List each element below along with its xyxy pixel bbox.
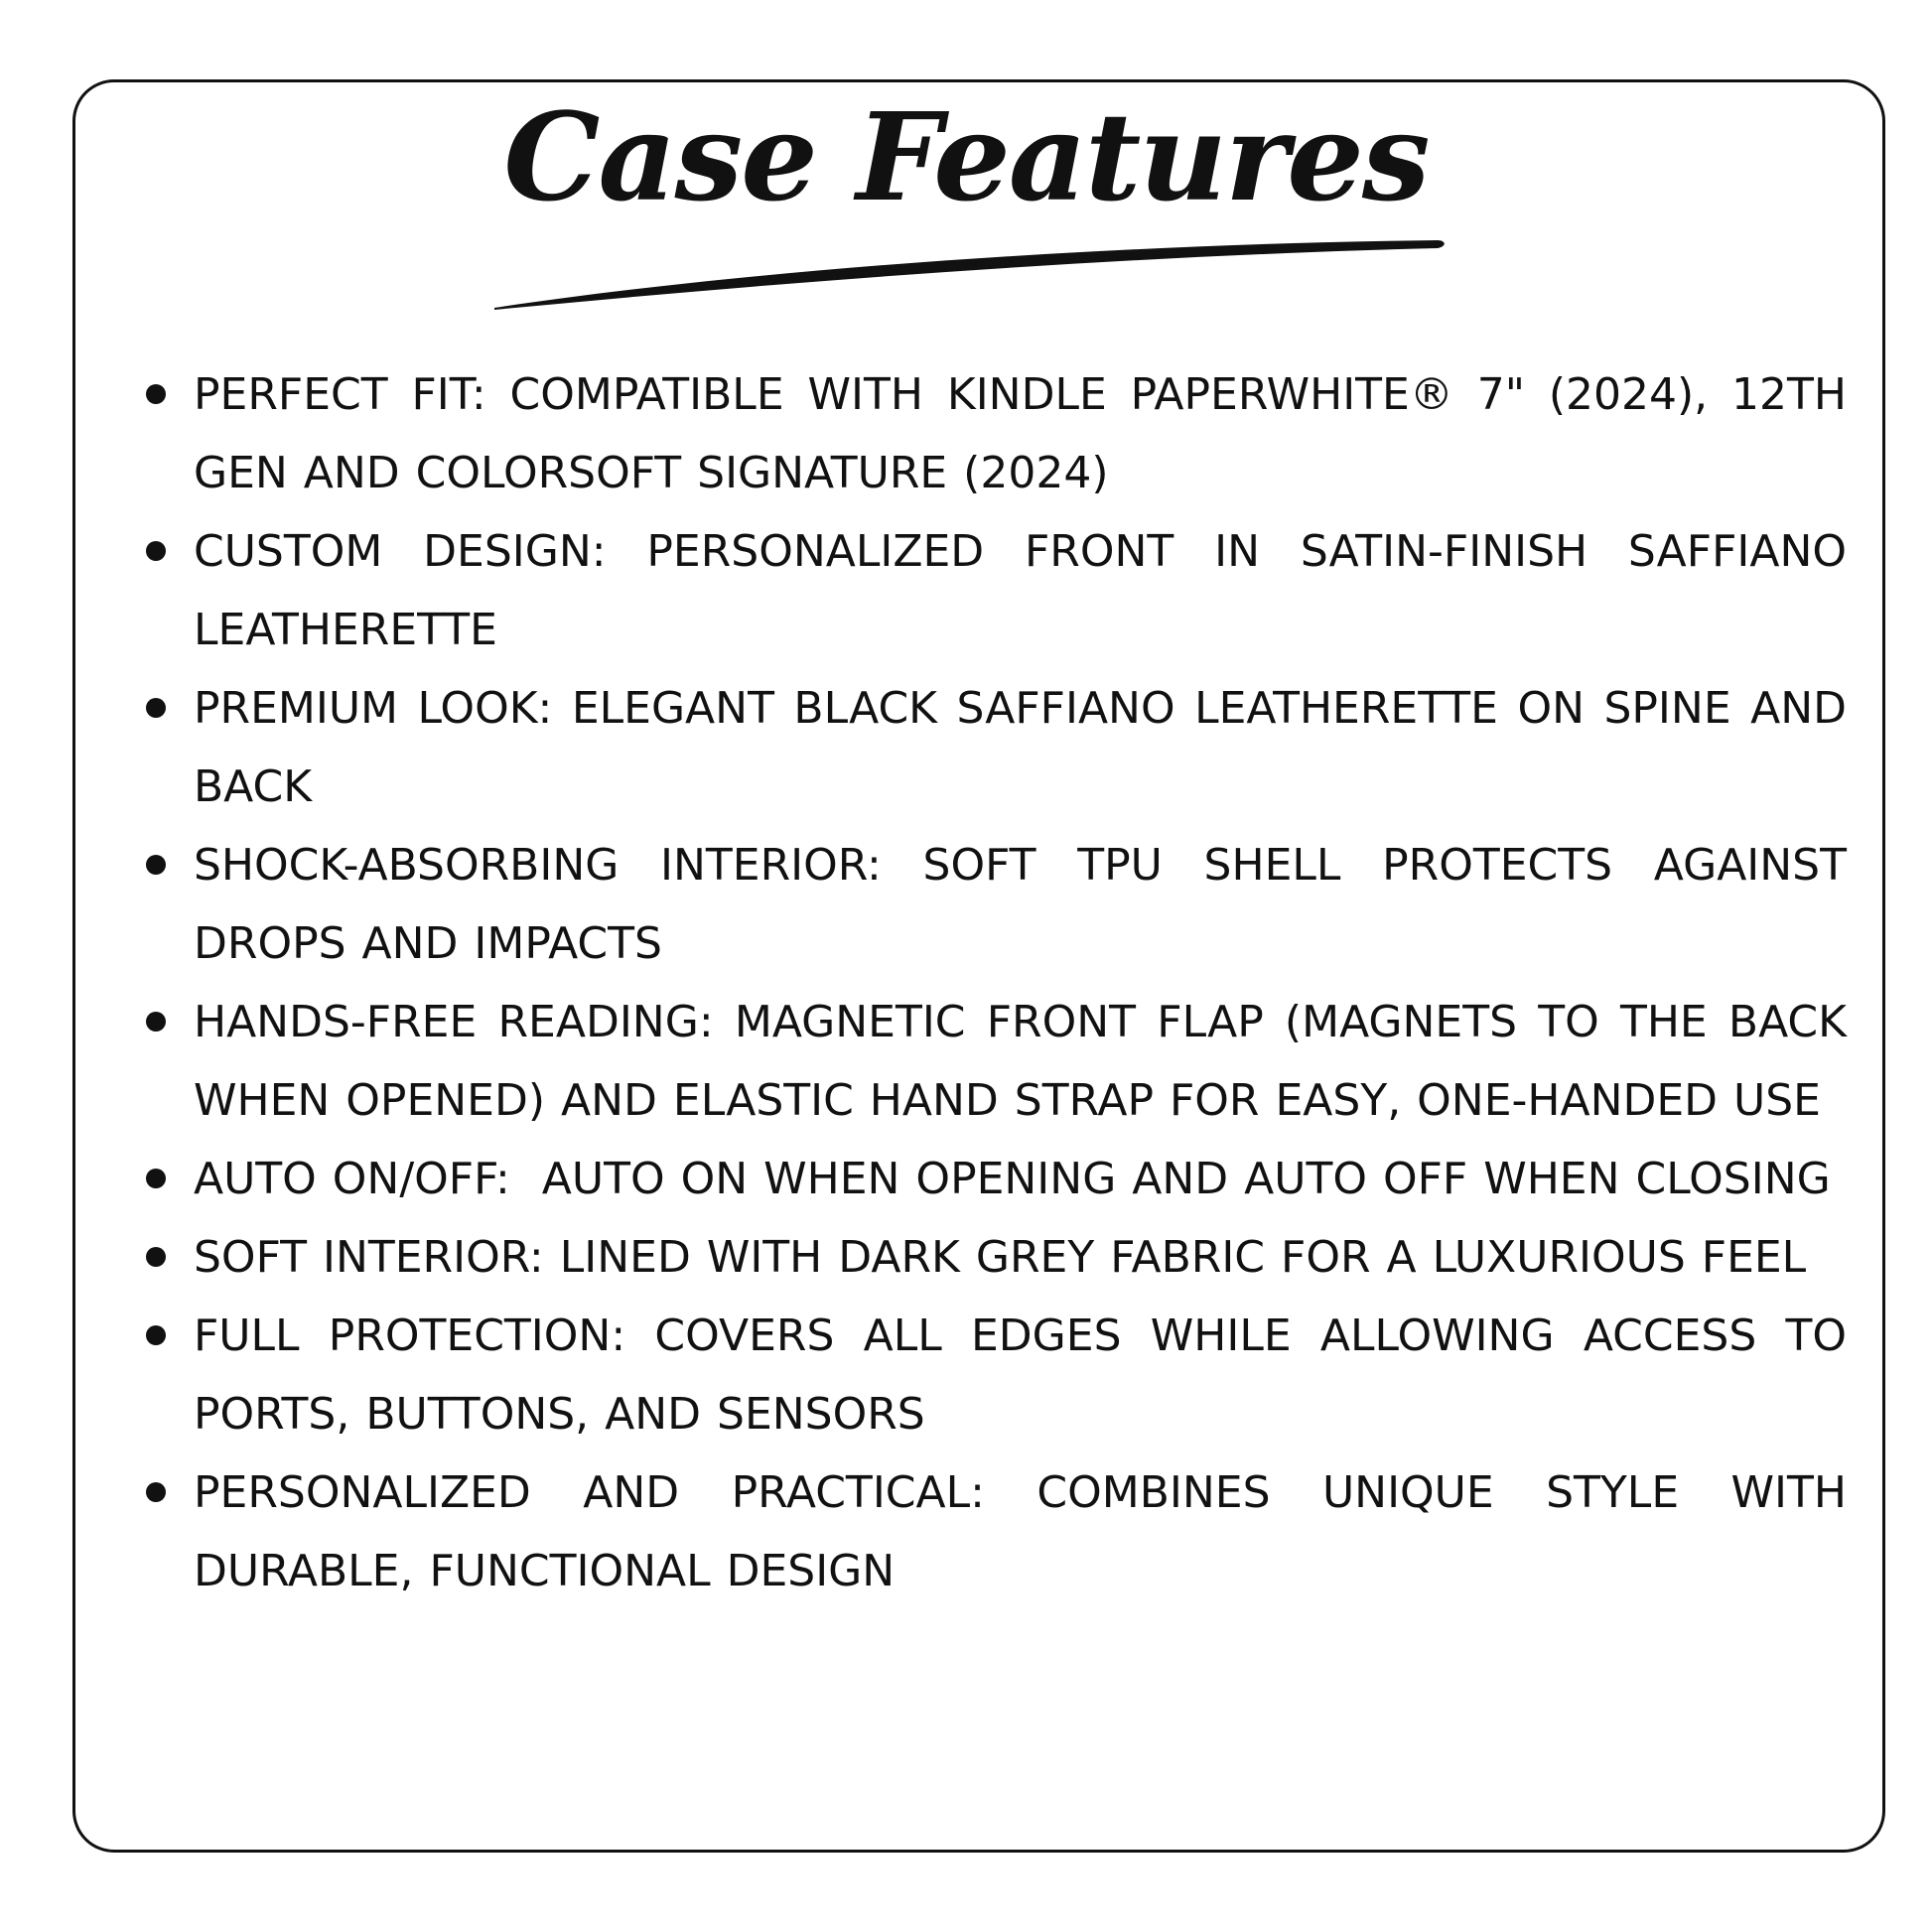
bullet-icon <box>146 541 166 561</box>
bullet-icon <box>146 855 166 875</box>
page-title: Case Features <box>503 85 1429 228</box>
bullet-icon <box>146 1325 166 1345</box>
feature-item <box>134 983 1847 1140</box>
bullet-icon <box>146 1482 166 1502</box>
features-list <box>134 355 1847 1610</box>
feature-text: PERFECT FIT: COMPATIBLE WITH KINDLE PAPERWHITE® 7" (2024), 12TH GEN AND COLORSOFT SIGNATURE (2024) <box>194 369 1847 498</box>
feature-item <box>134 1297 1847 1453</box>
feature-item <box>134 669 1847 826</box>
feature-item <box>134 1140 1847 1218</box>
bullet-icon <box>146 1247 166 1267</box>
feature-text: AUTO ON/OFF: AUTO ON WHEN OPENING AND AUTO OFF WHEN CLOSING <box>194 1154 1831 1204</box>
feature-text: SOFT INTERIOR: LINED WITH DARK GREY FABRIC FOR A LUXURIOUS FEEL <box>194 1232 1807 1283</box>
feature-text: FULL PROTECTION: COVERS ALL EDGES WHILE ALLOWING ACCESS TO PORTS, BUTTONS, AND SENSORS <box>194 1311 1847 1440</box>
feature-item <box>134 826 1847 983</box>
feature-text: SHOCK-ABSORBING INTERIOR: SOFT TPU SHELL PROTECTS AGAINST DROPS AND IMPACTS <box>194 840 1847 969</box>
feature-text: PERSONALIZED AND PRACTICAL: COMBINES UNIQUE STYLE WITH DURABLE, FUNCTIONAL DESIGN <box>194 1467 1847 1596</box>
feature-text: PREMIUM LOOK: ELEGANT BLACK SAFFIANO LEATHERETTE ON SPINE AND BACK <box>194 683 1847 812</box>
bullet-icon <box>146 384 166 404</box>
bullet-icon <box>146 698 166 718</box>
feature-text: HANDS-FREE READING: MAGNETIC FRONT FLAP (MAGNETS TO THE BACK WHEN OPENED) AND ELASTIC HAND STRAP FOR EASY, ONE-HANDED USE <box>194 997 1847 1126</box>
feature-item <box>134 355 1847 512</box>
feature-text: CUSTOM DESIGN: PERSONALIZED FRONT IN SATIN-FINISH SAFFIANO LEATHERETTE <box>194 526 1847 655</box>
title-underline-swash <box>486 230 1449 320</box>
feature-item <box>134 512 1847 669</box>
bullet-icon <box>146 1012 166 1032</box>
feature-item <box>134 1453 1847 1610</box>
bullet-icon <box>146 1169 166 1188</box>
feature-item <box>134 1218 1847 1297</box>
